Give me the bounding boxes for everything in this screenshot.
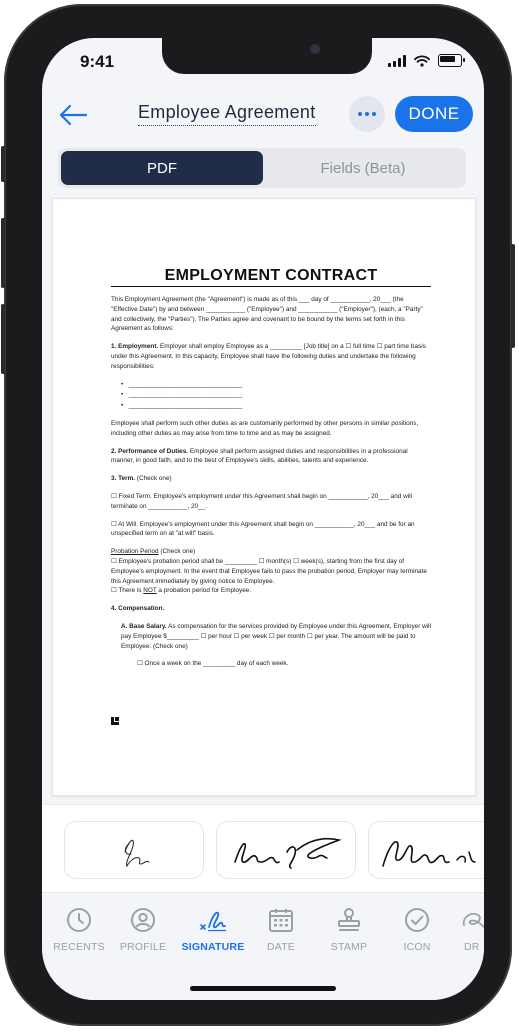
duty-line[interactable]: • ________________________________ xyxy=(121,391,243,399)
status-time: 9:41 xyxy=(80,52,115,71)
tab-signature[interactable] xyxy=(180,907,246,953)
document-page[interactable] xyxy=(52,198,476,796)
probation-option-2[interactable]: ☐ There is NOT a probation period for Employee. xyxy=(111,587,252,595)
power-button xyxy=(511,244,515,348)
tab-label: DR xyxy=(464,941,480,953)
signature-2-icon xyxy=(217,822,355,878)
document-title[interactable]: Employee Agreement xyxy=(138,102,316,126)
base-salary: A. Base Salary. As compensation for the services provided by Employee under this Agreement, Employer will pay Employee $_________ ☐ per hour ☐ per week ☐ per month ☐ per year. The amount will be paid to Employee: (Check one) xyxy=(121,622,431,650)
camera-icon xyxy=(310,44,320,54)
clock-icon xyxy=(66,907,92,933)
section-performance: 2. Performance of Duties. Employee shall perform assigned duties and responsibilities in a professional manner, in good faith, and to the best of Employee's skills, abilities, talents and experience. xyxy=(111,447,408,465)
more-dots-icon xyxy=(358,112,362,116)
contract-content xyxy=(111,267,431,677)
tab-fields-beta[interactable]: Fields (Beta) xyxy=(320,159,406,177)
signature-1-icon xyxy=(65,822,203,878)
fixed-term-option[interactable]: ☐ Fixed Term. Employee's employment under this Agreement shall begin on ___________, 20___ and will terminate on ___________, 20__. xyxy=(111,492,412,510)
phone-frame xyxy=(4,4,512,1026)
signature-option-1[interactable] xyxy=(64,821,204,879)
duty-line[interactable]: • ________________________________ xyxy=(121,380,243,388)
check-circle-icon xyxy=(404,907,430,933)
section-employment: 1. Employment. Employer shall employ Employee as a _________ [Job title] on a ☐ full time ☐ part time basis under this Agreement. In this capacity, Employee shall have the following duties and undertake the following responsibilities: xyxy=(111,343,426,370)
tab-label: DATE xyxy=(266,941,296,953)
signature-3-icon xyxy=(369,822,484,878)
view-mode-toggle xyxy=(58,148,466,188)
home-indicator xyxy=(190,986,336,991)
notch xyxy=(162,38,372,74)
mute-switch xyxy=(1,146,5,182)
status-icons xyxy=(388,54,462,67)
tab-draw[interactable] xyxy=(450,907,484,953)
signature-icon xyxy=(198,907,228,933)
header xyxy=(42,96,484,136)
duties-text: Employee shall perform such other duties as are customarily performed by other persons in similar positions, including other duties as may arise from time to time and as may be assigned. xyxy=(111,419,419,437)
probation-option-1[interactable]: ☐ Employee's probation period shall be _________ ☐ month(s) ☐ week(s), starting from the first day of Employee's employment. In the event that Employee fails to pass the probation period, Employer may terminate this Agreement immediately by giving notice to Employee. xyxy=(111,557,427,585)
calendar-icon xyxy=(268,907,294,933)
tab-date[interactable] xyxy=(248,907,314,953)
tab-label: ICON xyxy=(403,941,431,953)
screen xyxy=(42,38,484,1000)
contract-title: EMPLOYMENT CONTRACT xyxy=(111,267,431,287)
section-term: 3. Term. (Check one) xyxy=(111,475,172,483)
signature-option-3[interactable] xyxy=(368,821,484,879)
stamp-icon xyxy=(336,907,362,933)
done-button[interactable]: DONE xyxy=(395,96,473,132)
tab-recents[interactable] xyxy=(46,907,112,953)
signature-option-2[interactable] xyxy=(216,821,356,879)
battery-icon xyxy=(438,54,462,67)
tab-icon[interactable] xyxy=(384,907,450,953)
tab-profile[interactable] xyxy=(110,907,176,953)
contract-intro: This Employment Agreement (the "Agreement") is made as of this ___ day of ___________, 20___ (the "Effective Date") by and between ___________ ("Employee") and ___________ ("Employer"), (each, a "Party" and collectively, the "Parties"). The Parties agree and covenant to be bound by the terms set forth in this Agreement as follows: xyxy=(111,296,423,333)
tab-label: RECENTS xyxy=(53,941,105,953)
volume-down-button xyxy=(1,304,5,374)
tab-pdf[interactable]: PDF xyxy=(61,151,263,185)
back-arrow-icon[interactable] xyxy=(56,100,90,130)
section-compensation: 4. Compensation. xyxy=(111,605,165,613)
at-will-option[interactable]: ☐ At Will. Employee's employment under this Agreement shall begin on ___________, 20___ and be for an unspecified term on at "at will" basis. xyxy=(111,520,415,538)
wifi-icon xyxy=(414,55,430,67)
volume-up-button xyxy=(1,218,5,288)
bottom-tab-bar xyxy=(42,892,484,1000)
tab-label: PROFILE xyxy=(119,941,167,953)
probation-heading: Probation Period (Check one) xyxy=(111,548,196,556)
weekly-payment-option[interactable]: ☐ Once a week on the _________ day of each week. xyxy=(137,660,289,668)
signature-picker xyxy=(42,804,484,893)
draw-icon xyxy=(460,907,484,933)
tab-label: STAMP xyxy=(330,941,368,953)
cellular-signal-icon xyxy=(388,55,406,67)
document-logo-icon xyxy=(111,717,119,725)
profile-icon xyxy=(130,907,156,933)
more-options-button[interactable] xyxy=(349,96,385,132)
tab-stamp[interactable] xyxy=(316,907,382,953)
tab-label: SIGNATURE xyxy=(181,941,245,953)
duty-line[interactable]: • ________________________________ xyxy=(121,402,243,410)
